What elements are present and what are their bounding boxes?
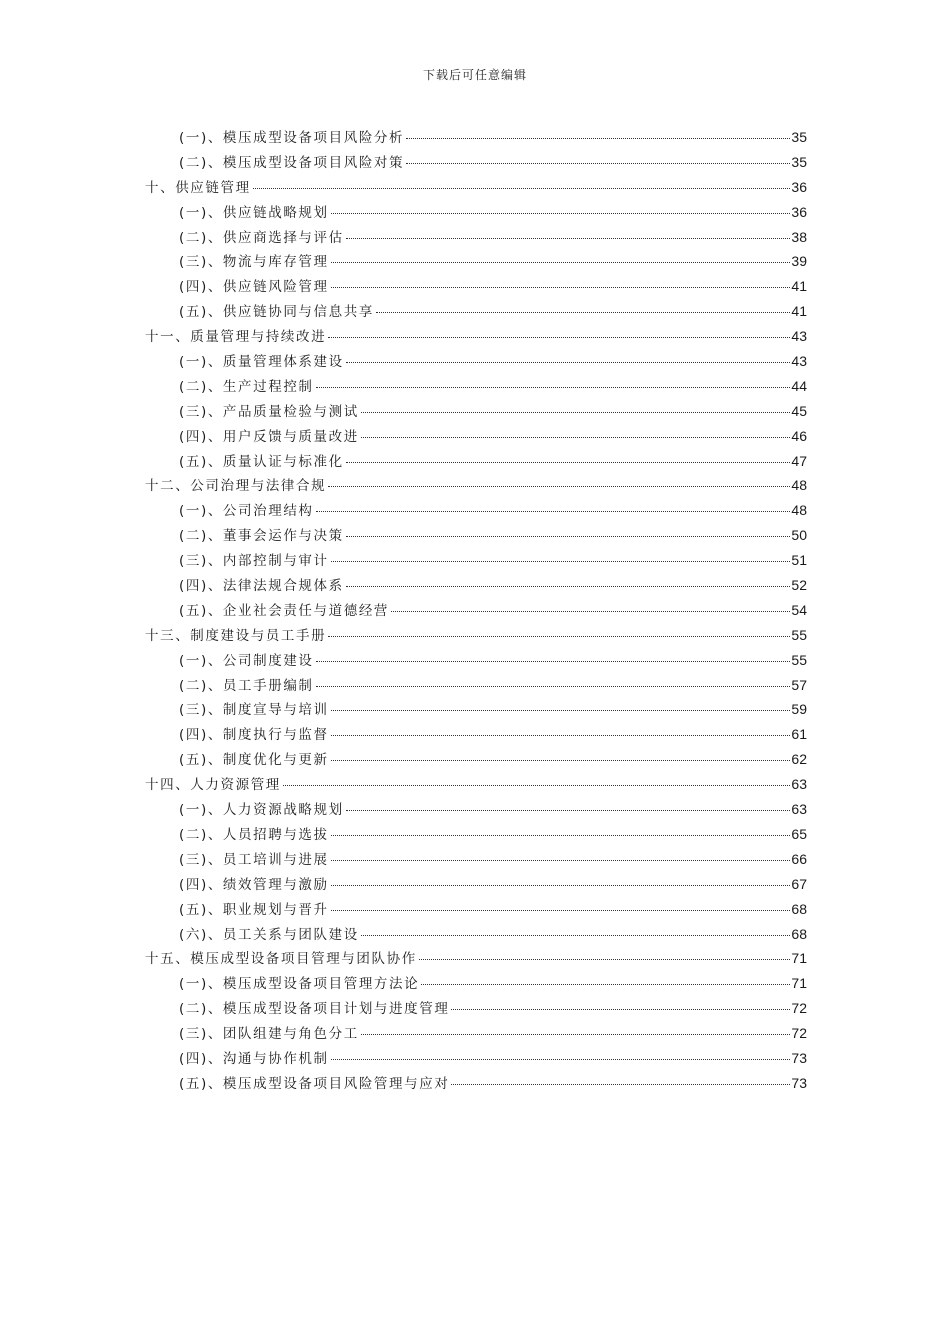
toc-section-entry[interactable] xyxy=(145,649,807,674)
toc-entry-title: (二)、模压成型设备项目风险对策 xyxy=(179,154,405,171)
toc-dot-leader xyxy=(406,163,790,164)
toc-dot-leader xyxy=(361,1034,791,1035)
toc-chapter-entry[interactable] xyxy=(145,773,807,798)
toc-section-entry[interactable] xyxy=(145,300,807,325)
toc-chapter-entry[interactable] xyxy=(145,474,807,499)
toc-entry-page-number: 61 xyxy=(791,726,807,743)
toc-section-entry[interactable] xyxy=(145,972,807,997)
toc-entry-page-number: 63 xyxy=(791,801,807,818)
table-of-contents xyxy=(145,126,807,1097)
toc-entry-title: (四)、制度执行与监督 xyxy=(179,727,329,744)
toc-section-entry[interactable] xyxy=(145,574,807,599)
toc-section-entry[interactable] xyxy=(145,698,807,723)
toc-entry-title: (三)、内部控制与审计 xyxy=(179,553,329,570)
toc-entry-page-number: 72 xyxy=(791,1025,807,1042)
toc-section-entry[interactable] xyxy=(145,450,807,475)
toc-entry-page-number: 50 xyxy=(791,527,807,544)
toc-dot-leader xyxy=(391,611,790,612)
toc-entry-title: 十三、制度建设与员工手册 xyxy=(145,627,327,644)
toc-entry-page-number: 51 xyxy=(791,552,807,569)
toc-section-entry[interactable] xyxy=(145,201,807,226)
toc-dot-leader xyxy=(346,462,791,463)
toc-entry-page-number: 71 xyxy=(791,975,807,992)
toc-entry-page-number: 43 xyxy=(791,353,807,370)
toc-entry-title: (二)、人员招聘与选拔 xyxy=(179,826,329,843)
toc-entry-page-number: 47 xyxy=(791,452,807,469)
toc-dot-leader xyxy=(331,1059,791,1060)
toc-chapter-entry[interactable] xyxy=(145,947,807,972)
toc-entry-page-number: 35 xyxy=(791,153,807,170)
toc-entry-page-number: 62 xyxy=(791,751,807,768)
toc-dot-leader xyxy=(361,437,791,438)
toc-dot-leader xyxy=(421,984,790,985)
toc-entry-page-number: 48 xyxy=(791,502,807,519)
toc-entry-title: (五)、供应链协同与信息共享 xyxy=(179,304,374,321)
toc-entry-page-number: 68 xyxy=(791,925,807,942)
toc-dot-leader xyxy=(346,586,791,587)
toc-section-entry[interactable] xyxy=(145,350,807,375)
toc-section-entry[interactable] xyxy=(145,997,807,1022)
toc-section-entry[interactable] xyxy=(145,375,807,400)
toc-dot-leader xyxy=(331,735,791,736)
toc-entry-page-number: 55 xyxy=(791,651,807,668)
toc-entry-title: (四)、用户反馈与质量改进 xyxy=(179,428,359,445)
toc-section-entry[interactable] xyxy=(145,898,807,923)
toc-section-entry[interactable] xyxy=(145,250,807,275)
toc-entry-page-number: 36 xyxy=(791,178,807,195)
toc-section-entry[interactable] xyxy=(145,723,807,748)
toc-dot-leader xyxy=(451,1084,790,1085)
toc-entry-title: (一)、模压成型设备项目管理方法论 xyxy=(179,976,420,993)
toc-section-entry[interactable] xyxy=(145,126,807,151)
toc-dot-leader xyxy=(346,362,791,363)
toc-dot-leader xyxy=(331,213,791,214)
toc-entry-title: 十四、人力资源管理 xyxy=(145,777,281,794)
toc-entry-title: (二)、生产过程控制 xyxy=(179,378,314,395)
toc-section-entry[interactable] xyxy=(145,524,807,549)
toc-dot-leader xyxy=(451,1009,790,1010)
toc-dot-leader xyxy=(346,536,791,537)
toc-entry-page-number: 73 xyxy=(791,1049,807,1066)
toc-dot-leader xyxy=(331,262,791,263)
toc-entry-title: (三)、员工培训与进展 xyxy=(179,851,329,868)
toc-entry-title: (四)、绩效管理与激励 xyxy=(179,876,329,893)
toc-entry-page-number: 73 xyxy=(791,1074,807,1091)
toc-entry-page-number: 68 xyxy=(791,900,807,917)
toc-section-entry[interactable] xyxy=(145,798,807,823)
toc-entry-title: (三)、团队组建与角色分工 xyxy=(179,1026,359,1043)
toc-entry-title: (五)、质量认证与标准化 xyxy=(179,453,344,470)
toc-entry-page-number: 67 xyxy=(791,875,807,892)
toc-entry-title: (一)、模压成型设备项目风险分析 xyxy=(179,130,405,146)
toc-section-entry[interactable] xyxy=(145,400,807,425)
toc-entry-page-number: 65 xyxy=(791,825,807,842)
toc-section-entry[interactable] xyxy=(145,549,807,574)
toc-section-entry[interactable] xyxy=(145,1047,807,1072)
toc-entry-title: 十、供应链管理 xyxy=(145,179,251,196)
toc-entry-page-number: 35 xyxy=(791,129,807,145)
toc-section-entry[interactable] xyxy=(145,1072,807,1097)
toc-entry-page-number: 48 xyxy=(791,477,807,494)
toc-section-entry[interactable] xyxy=(145,848,807,873)
toc-section-entry[interactable] xyxy=(145,823,807,848)
toc-entry-page-number: 44 xyxy=(791,377,807,394)
toc-entry-title: (一)、供应链战略规划 xyxy=(179,204,329,221)
toc-dot-leader xyxy=(316,661,791,662)
toc-entry-page-number: 36 xyxy=(791,203,807,220)
toc-entry-page-number: 57 xyxy=(791,676,807,693)
toc-entry-title: (四)、沟通与协作机制 xyxy=(179,1050,329,1067)
toc-chapter-entry[interactable] xyxy=(145,325,807,350)
toc-entry-title: (一)、人力资源战略规划 xyxy=(179,802,344,819)
toc-dot-leader xyxy=(331,860,791,861)
toc-entry-title: (一)、公司治理结构 xyxy=(179,503,314,520)
toc-section-entry[interactable] xyxy=(145,873,807,898)
toc-entry-page-number: 63 xyxy=(791,776,807,793)
toc-entry-title: (三)、产品质量检验与测试 xyxy=(179,403,359,420)
toc-entry-title: 十二、公司治理与法律合规 xyxy=(145,478,327,495)
toc-chapter-entry[interactable] xyxy=(145,176,807,201)
toc-entry-title: (三)、制度宣导与培训 xyxy=(179,702,329,719)
toc-dot-leader xyxy=(253,188,791,189)
toc-chapter-entry[interactable] xyxy=(145,624,807,649)
toc-entry-page-number: 54 xyxy=(791,601,807,618)
toc-section-entry[interactable] xyxy=(145,151,807,176)
toc-dot-leader xyxy=(376,312,790,313)
toc-section-entry[interactable] xyxy=(145,923,807,948)
toc-entry-title: (五)、职业规划与晋升 xyxy=(179,901,329,918)
toc-entry-title: (二)、员工手册编制 xyxy=(179,677,314,694)
toc-entry-page-number: 72 xyxy=(791,1000,807,1017)
toc-dot-leader xyxy=(316,387,791,388)
toc-dot-leader xyxy=(283,785,791,786)
toc-entry-page-number: 41 xyxy=(791,303,807,320)
toc-section-entry[interactable] xyxy=(145,748,807,773)
toc-entry-title: 十五、模压成型设备项目管理与团队协作 xyxy=(145,951,417,968)
toc-dot-leader xyxy=(361,412,791,413)
toc-entry-page-number: 38 xyxy=(791,228,807,245)
toc-dot-leader xyxy=(328,337,790,338)
toc-section-entry[interactable] xyxy=(145,275,807,300)
toc-entry-title: (四)、供应链风险管理 xyxy=(179,279,329,296)
page-header: 下载后可任意编辑 xyxy=(422,68,527,82)
toc-section-entry[interactable] xyxy=(145,599,807,624)
toc-entry-title: (五)、企业社会责任与道德经营 xyxy=(179,602,390,619)
toc-section-entry[interactable] xyxy=(145,1022,807,1047)
toc-entry-title: (一)、质量管理体系建设 xyxy=(179,354,344,371)
toc-dot-leader xyxy=(331,287,791,288)
toc-dot-leader xyxy=(361,935,791,936)
toc-dot-leader xyxy=(346,810,791,811)
toc-entry-title: (五)、模压成型设备项目风险管理与应对 xyxy=(179,1075,450,1092)
toc-entry-title: (五)、制度优化与更新 xyxy=(179,752,329,769)
toc-entry-page-number: 55 xyxy=(791,626,807,643)
toc-dot-leader xyxy=(316,511,791,512)
toc-dot-leader xyxy=(331,760,791,761)
toc-dot-leader xyxy=(331,561,791,562)
toc-dot-leader xyxy=(331,910,791,911)
toc-entry-page-number: 59 xyxy=(791,701,807,718)
toc-section-entry[interactable] xyxy=(145,425,807,450)
toc-dot-leader xyxy=(419,959,791,960)
toc-entry-title: (二)、供应商选择与评估 xyxy=(179,229,344,246)
toc-entry-title: (一)、公司制度建设 xyxy=(179,652,314,669)
toc-entry-title: (二)、模压成型设备项目计划与进度管理 xyxy=(179,1001,450,1018)
toc-entry-title: 十一、质量管理与持续改进 xyxy=(145,329,327,346)
toc-section-entry[interactable] xyxy=(145,226,807,251)
toc-entry-page-number: 45 xyxy=(791,402,807,419)
toc-entry-page-number: 52 xyxy=(791,577,807,594)
toc-dot-leader xyxy=(406,138,790,139)
toc-entry-page-number: 46 xyxy=(791,427,807,444)
toc-dot-leader xyxy=(346,238,791,239)
toc-section-entry[interactable] xyxy=(145,499,807,524)
toc-entry-page-number: 66 xyxy=(791,850,807,867)
toc-entry-title: (四)、法律法规合规体系 xyxy=(179,578,344,595)
toc-dot-leader xyxy=(328,636,790,637)
toc-entry-title: (二)、董事会运作与决策 xyxy=(179,528,344,545)
toc-section-entry[interactable] xyxy=(145,674,807,699)
toc-entry-page-number: 41 xyxy=(791,278,807,295)
toc-entry-page-number: 43 xyxy=(791,328,807,345)
toc-dot-leader xyxy=(331,885,791,886)
toc-dot-leader xyxy=(316,686,791,687)
toc-entry-page-number: 71 xyxy=(791,950,807,967)
toc-entry-page-number: 39 xyxy=(791,253,807,270)
toc-entry-title: (三)、物流与库存管理 xyxy=(179,254,329,271)
toc-dot-leader xyxy=(331,835,791,836)
toc-dot-leader xyxy=(328,486,790,487)
toc-entry-title: (六)、员工关系与团队建设 xyxy=(179,926,359,943)
toc-dot-leader xyxy=(331,710,791,711)
